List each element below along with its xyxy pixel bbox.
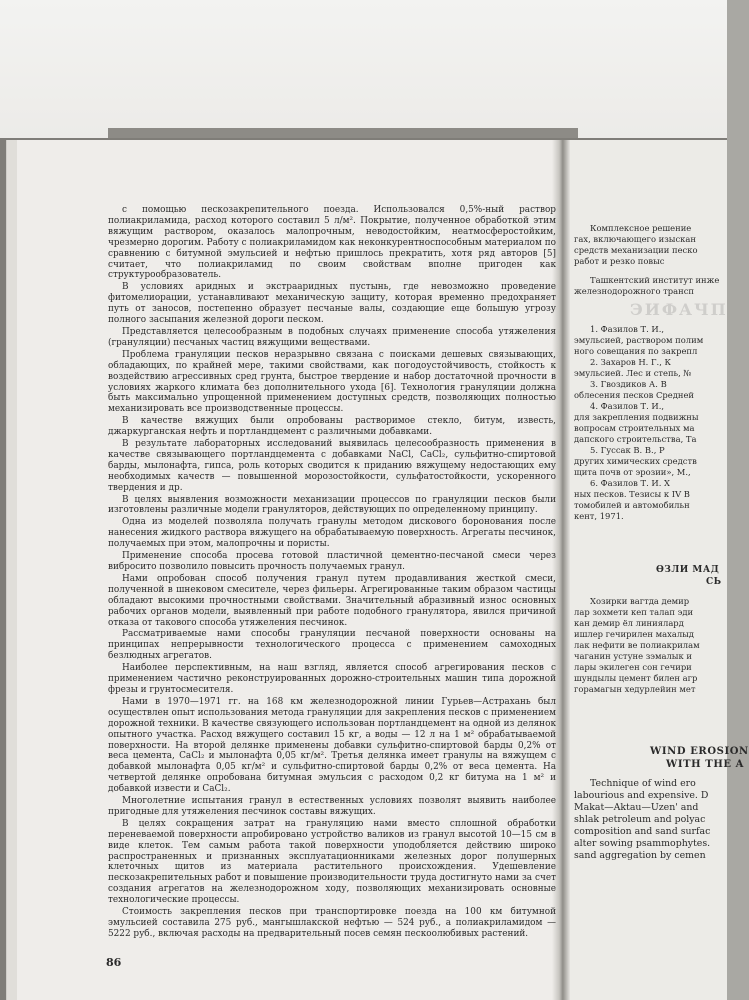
paragraph: В условиях аридных и экстрааридных пустынь, где невозможно проведение фитомелиорации, устанавливают механическую защиту, которая временно предохраняет путь от заносов, постепенно образует песчаные валы, создающие еще большую угрозу полного засыпания железной дороги песком. [108,282,556,326]
english-text-line: Makat—Aktau—Uzen' and [574,802,699,813]
paragraph: Многолетние испытания гранул в естественных условиях позволят выявить наиболее пригодные для утяжеления песчинок составы вяжущих. [108,796,556,817]
paragraph: Рассматриваемые нами способы грануляции песчаной поверхности основаны на принципах непрерывности технологического процесса с применением самоходных безлюдных агрегатов. [108,629,556,662]
reference-line: 4. Фазилов Т. И., [590,401,665,411]
paragraph: Одна из моделей позволяла получать гранулы методом дискового боронования после нанесения жидкого раствора вяжущего на обрабатываемую поверхность. Агрегаты песчинок, получаемых при этом, малопрочны и пористы. [108,517,556,550]
reference-line: ного совещания по закрепл [574,346,698,356]
paragraph: Стоимость закрепления песков при транспортировке поезда на 100 км битумной эмульсией составила 275 руб., мангышлакской нефтью — 524 руб., а полиакриламидом — 5222 руб., включая расходы на предварительный посев семян пескоолюбивых растений. [108,907,556,939]
page-number: 86 [106,956,122,969]
reference-line: ных песков. Тезисы к IV В [574,489,690,499]
reference-line: 3. Гвоздиков А. В [590,379,667,389]
paragraph: В качестве вяжущих были опробованы растворимое стекло, битум, известь, джаркурганская нефть и портландцемент с различными добавками. [108,416,556,438]
english-title-line: WITH THE A [666,759,745,770]
paragraph: Применение способа просева готовой пластичной цементно-песчаной смеси через вибросито позволило повысить прочность получаемых гранул. [108,551,556,572]
paragraph: В результате лабораторных исследований выявилась целесообразность применения в качестве связывающего портландцемента с добавками NaCl, CaCl₂, сульфитно-спиртовой барды, мылонафта, гипса, роль которых сводится к приданию вяжущему недостающих ему необходимых качеств — повышенной морозостойкости, сульфатостойкости, ускоренного твердения и др. [108,439,556,493]
english-title-line: WIND EROSION [650,746,749,757]
uzbek-text-line: лар зохмети кеп талап эди [574,607,694,617]
reference-line: эмульсией. Лес и степь, № [574,368,692,378]
right-line: средств механизации песко [574,245,698,255]
reference-line: облесения песков Средней [574,390,695,400]
reference-line: томобилей и автомобильн [574,500,690,510]
institute-line: Ташкентский институт инже [590,275,720,285]
faint-stamp: ЭИФАЧП [630,300,728,319]
english-text-line: sand aggregation by cemen [574,850,706,861]
uzbek-text-line: горамагын хедурлейин мет [574,684,696,694]
uzbek-text-line: кан демир ёл линиялард [574,618,684,628]
uzbek-text-line: Хозирки вагтда демир [590,596,690,606]
reference-line: кент, 1971. [574,511,624,521]
paragraph: В целях выявления возможности механизации процессов по грануляции песков были изготовлены различные модели грануляторов, действующих по определенному принципу. [108,494,556,516]
right-line: работ и резко повыс [574,256,665,266]
previous-page-area [0,0,727,140]
paragraph: Проблема грануляции песков неразрывно связана с поисками дешевых связывающих, обладающих, по крайней мере, такими свойствами, как погодоустойчивость, стойкость к воздействию агрессивных сред грунта, быстрое твердение и набор достаточной прочности в условиях жаркого климата без дополнительного ухода [6]. Технология грануляции должна быть максимально упрощенной применением доступных средств, позволяющих полностью механизировать все производственные процессы. [108,349,556,415]
paragraph: Наиболее перспективным, на наш взгляд, является способ агрегирования песков с применением частично реконструированных дорожно-строительных машин типа дорожной фрезы и грунтосмесителя. [108,663,556,695]
reference-line: 6. Фазилов Т. И. Х [590,478,670,488]
english-text-line: alter sowing psammophytes. [574,838,711,849]
uzbek-text-line: лары экилеген сон гечири [574,662,692,672]
right-line: Комплексное решение [590,223,692,233]
uzbek-text-line: шундылы цемент билен агр [574,673,698,683]
reference-line: эмульсией, раствором полим [574,335,704,345]
reference-line: других химических средств [574,456,697,466]
english-text-line: shlak petroleum and polyac [574,814,706,825]
paragraph: с помощью пескозакрепительного поезда. Использовался 0,5%-ный раствор полиакриламида, расход которого составил 5 л/м². Покрытие, полученное обработкой этим вяжущим раствором, оказалось малопрочным, неводостойким, неатмосферостойким, чрезмерно дорогим. Работу с полиакриламидом как неконкурентноспособным материалом по сравнению с битумной эмульсией и нефтью пришлось прекратить, хотя ряд авторов [5] считает, что полиакриламид по своим свойствам вполне пригоден как структурообразователь. [108,205,556,281]
uzbek-text-line: чаганин устуне зэмалык и [574,651,692,661]
english-text-line: composition and sand surfac [574,826,711,837]
reference-line: для закрепления подвижны [574,412,699,422]
uzbek-title-line: СЬ [706,577,722,587]
uzbek-text-line: лак нефити ве полиакрилам [574,640,700,650]
page-edge [108,128,578,138]
paragraph: Нами в 1970—1971 гг. на 168 км железнодорожной линии Гурьев—Астрахань был осуществлен опыт использования метода грануляции для закрепления песков с применением дорожной техники. В качестве связующего использован портландцемент на одной из делянок опытного участка. Расход вяжущего составил 15 кг, а воды — 12 л на 1 м² обрабатываемой поверхности. На второй делянке применены добавки сульфитно-спиртовой барды 0,2% от веса цемента, CaCl₂ и мылонафта 0,05 кг/м². Третья делянка имеет гранулы на вяжущем с добавкой мылонафта 0,05 кг/м² и сульфитно-спиртовой барды 0,2% от веса цемента. На четвертой делянке опробована битумная эмульсия с расходом 0,2 кг битума на 1 м² и добавкой извести и CaCl₂. [108,696,556,795]
uzbek-text-line: ишлер гечирилен махалыд [574,629,694,639]
paragraph: Нами опробован способ получения гранул путем продавливания жесткой смеси, полученной в шнековом смесителе, через фильеры. Агрегированные таким образом частицы обладают высокими прочностными свойствами. Значительный абразивный износ основных рабочих органов модели, выявленный при работе подобного гранулятора, явился причиной отказа от такового способа утяжеления песчинок. [108,573,556,628]
uzbek-title-line: ӨЗЛИ МАД [656,565,720,575]
english-text-line: Technique of wind ero [590,778,696,789]
right-line: гах, включающего изыскан [574,234,696,244]
reference-line: 5. Гуссак В. В., Р [590,445,665,455]
paragraph: Представляется целесообразным в подобных случаях применение способа утяжеления (грануляции) песчаных частиц вяжущими веществами. [108,326,556,348]
reference-line: дапского строительства, Та [574,434,697,444]
reference-line: щита почв от эрозии», М., [574,467,691,477]
institute-line: железнодорожного трансп [574,286,694,296]
reference-line: 1. Фазилов Т. И., [590,324,665,334]
reference-line: вопросам строительных ма [574,423,695,433]
paragraph: В целях сокращения затрат на грануляцию нами вместо сплошной обработки переневаемой поверхности апробировано устройство валиков из гранул высотой 10—15 см в виде клеток. Тем самым работа такой поверхности уподобляется действию широко распространенных и признанных эксплуатационниками железных дорог полушерных клеточных щитов из материала растительного происхождения. Удешевление пескозакрепительных работ и повышение производительности труда достигнуто нами за счет создания агрегатов на железнодорожном ходу, позволяющих механизировать основные технологические процессы. [108,818,556,906]
reference-line: 2. Захаров Н. Г., К [590,357,672,367]
left-page-text [108,205,556,941]
english-text-line: labourious and expensive. D [574,790,709,801]
